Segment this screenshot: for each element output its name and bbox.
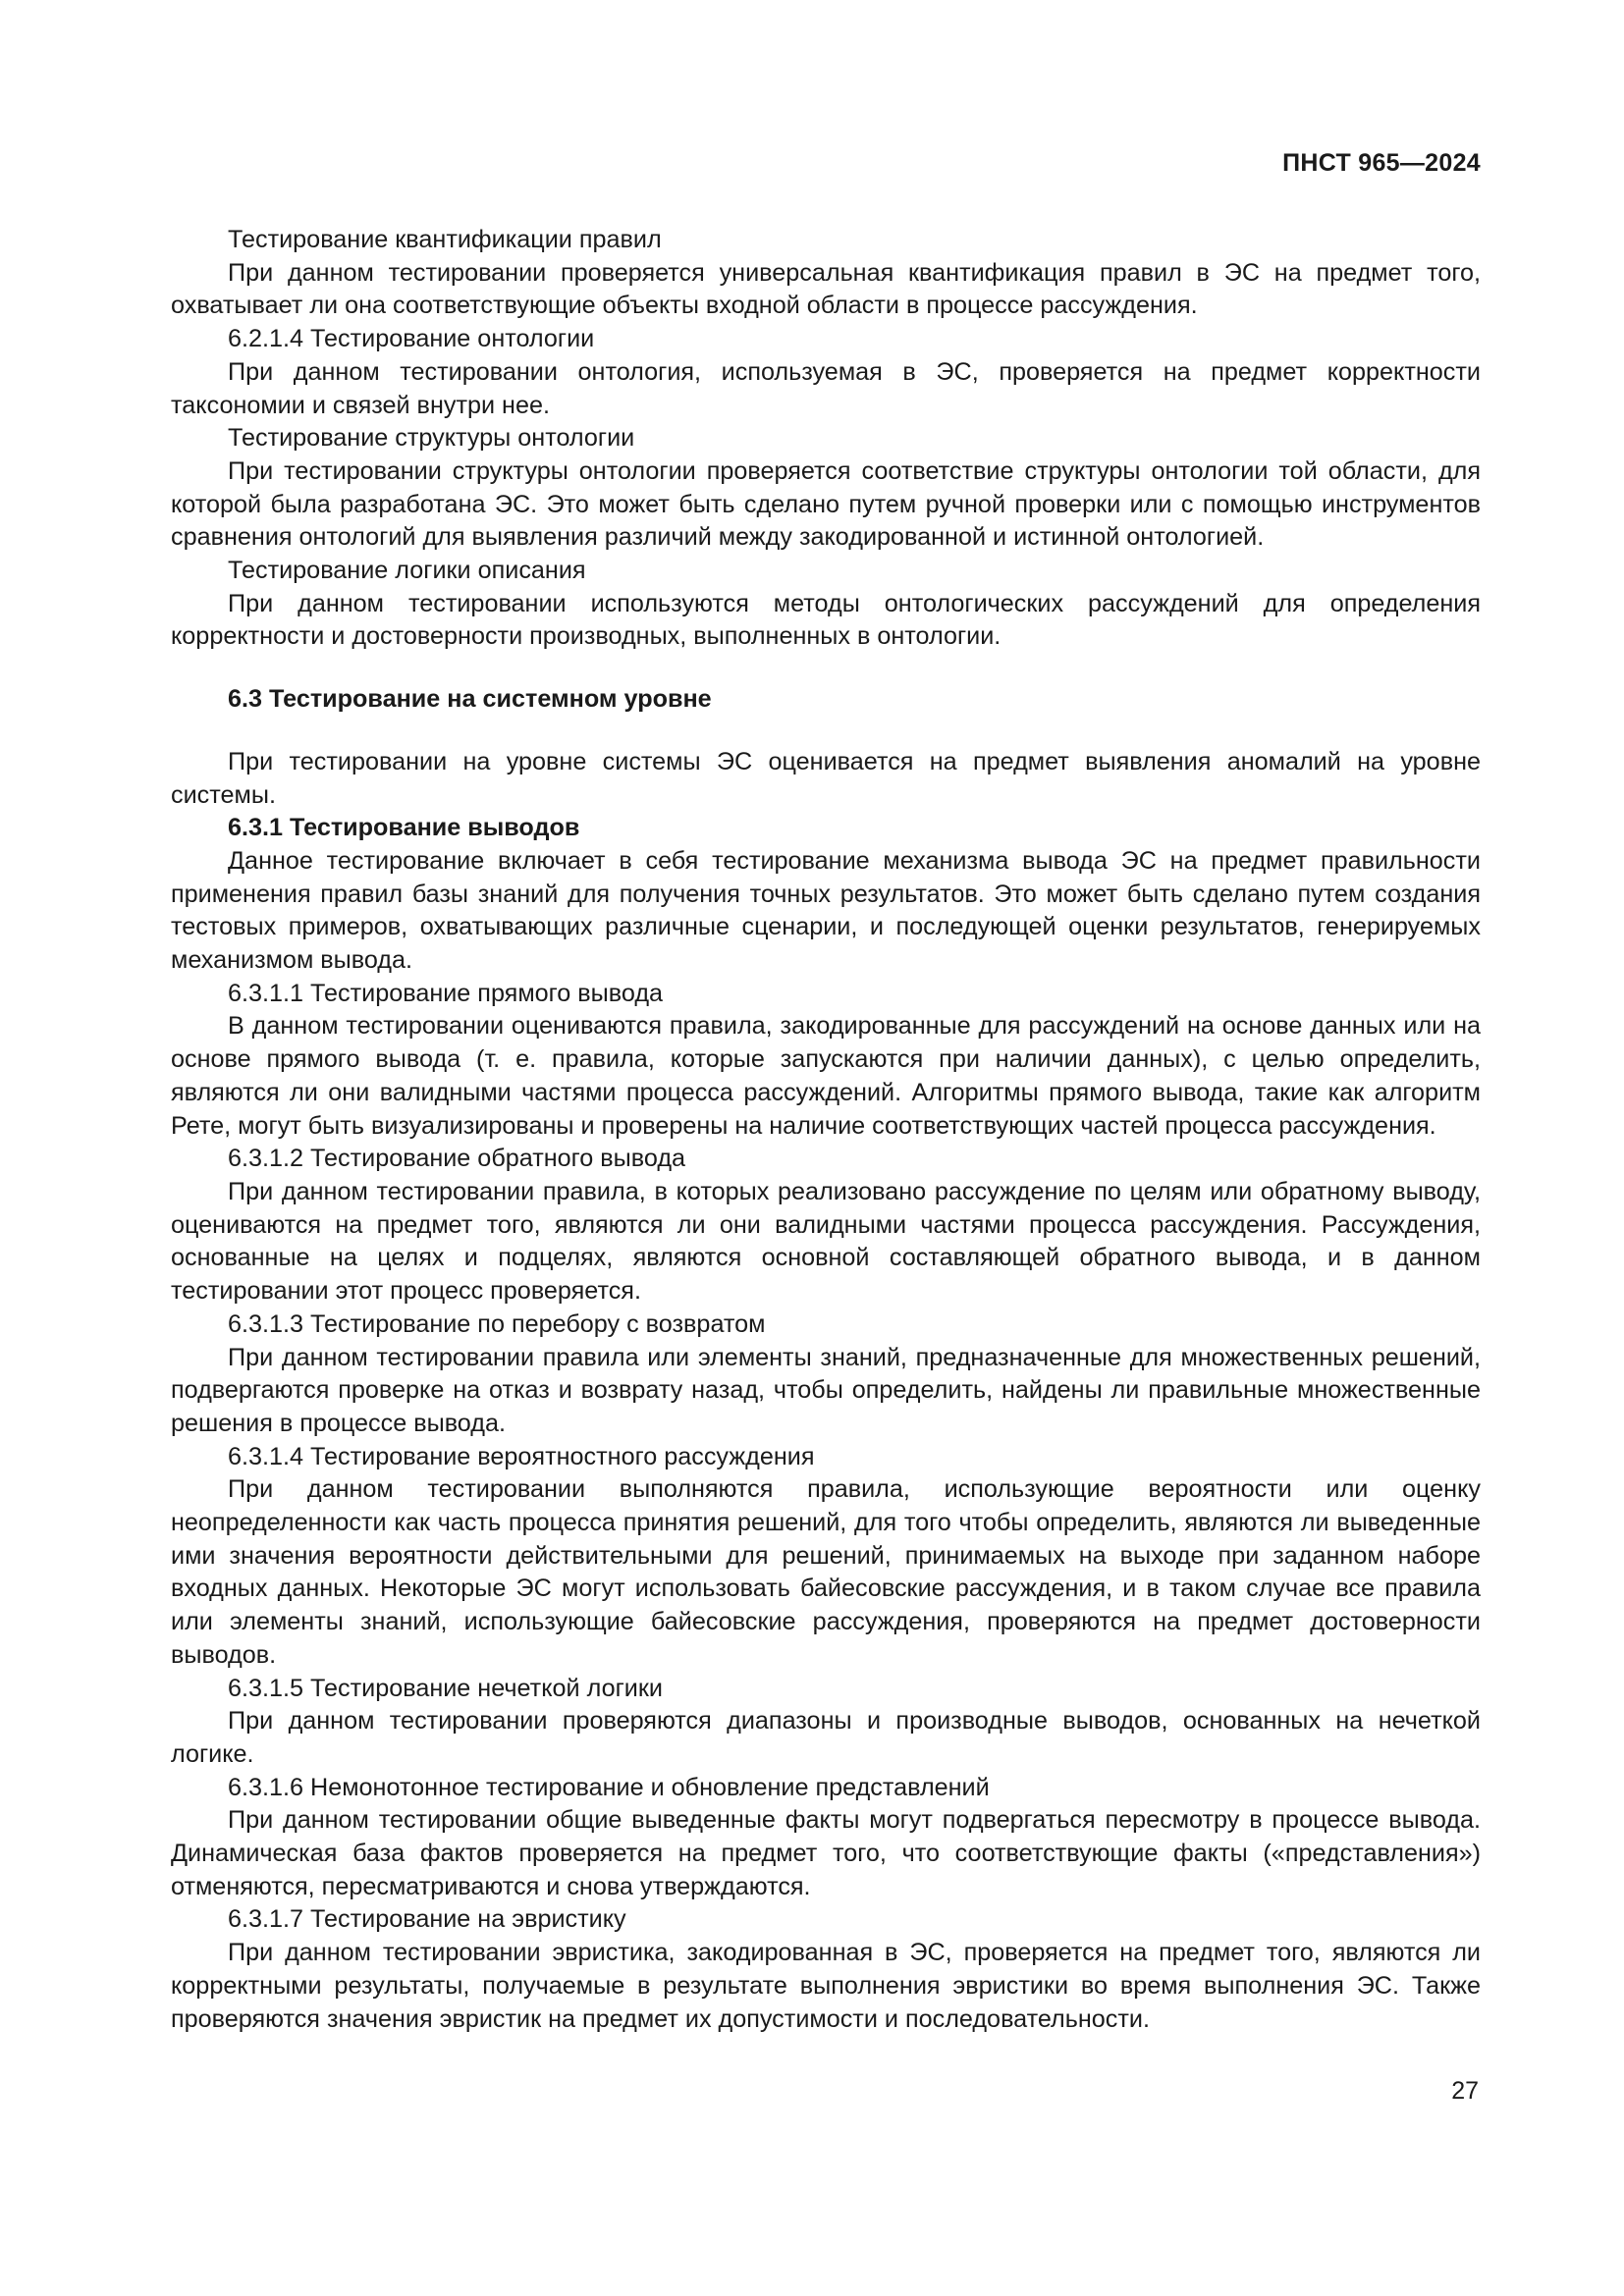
heading-6-3: 6.3 Тестирование на системном уровне [228, 685, 712, 714]
paragraph-6-3: При тестировании на уровне системы ЭС оценивается на предмет выявления аномалий на уровне системы. [171, 747, 1481, 809]
heading-6-3-1-6: 6.3.1.6 Немонотонное тестирование и обновление представлений [228, 1773, 990, 1801]
document-body [171, 224, 1481, 2036]
paragraph-6-3-1-4: При данном тестировании выполняются правила, использующие вероятности или оценку неопределенности как часть процесса принятия решений, для того чтобы определить, являются ли выведенные ими значения вероятности действительными для решений, принимаемых на выходе при заданном наборе входных данных. Некоторые ЭС могут использовать байесовские рассуждения, и в таком случае все правила или элементы знаний, использующие байесовские рассуждения, проверяются на предмет достоверности выводов. [171, 1475, 1481, 1669]
paragraph-6-2-1-4: При данном тестировании онтология, используемая в ЭС, проверяется на предмет корректности таксономии и связей внутри нее. [171, 357, 1481, 419]
heading-6-3-1: 6.3.1 Тестирование выводов [228, 814, 580, 842]
heading-6-3-1-3: 6.3.1.3 Тестирование по перебору с возвратом [228, 1309, 766, 1338]
paragraph-6-3-1-5: При данном тестировании проверяются диапазоны и производные выводов, основанных на нечеткой логике. [171, 1707, 1481, 1768]
heading-6-3-1-4: 6.3.1.4 Тестирование вероятностного рассуждения [228, 1442, 815, 1470]
paragraph-description-logic: При данном тестировании используются методы онтологических рассуждений для определения корректности и достоверности производных, выполненных в онтологии. [171, 589, 1481, 651]
paragraph-ontology-structure: При тестировании структуры онтологии проверяется соответствие структуры онтологии той области, для которой была разработана ЭС. Это может быть сделано путем ручной проверки или с помощью инструментов сравнения онтологий для выявления различий между закодированной и истинной онтологией. [171, 456, 1481, 552]
heading-6-2-1-4: 6.2.1.4 Тестирование онтологии [228, 325, 595, 353]
heading-6-3-1-7: 6.3.1.7 Тестирование на эвристику [228, 1905, 626, 1934]
heading-6-3-1-5: 6.3.1.5 Тестирование нечеткой логики [228, 1674, 663, 1702]
paragraph-rule-quantification: При данном тестировании проверяется универсальная квантификация правил в ЭС на предмет того, охватывает ли она соответствующие объекты входной области в процессе рассуждения. [171, 258, 1481, 320]
heading-6-3-1-1: 6.3.1.1 Тестирование прямого вывода [228, 979, 664, 1007]
paragraph-6-3-1-6: При данном тестировании общие выведенные факты могут подвергаться пересмотру в процессе вывода. Динамическая база фактов проверяется на предмет того, что соответствующие факты («представления») отменяются, пересматриваются и снова утверждаются. [171, 1806, 1481, 1900]
paragraph-6-3-1: Данное тестирование включает в себя тестирование механизма вывода ЭС на предмет правильности применения правил базы знаний для получения точных результатов. Это может быть сделано путем создания тестовых примеров, охватывающих различные сценарии, и последующей оценки результатов, генерируемых механизмом вывода. [171, 846, 1481, 975]
subheading-description-logic: Тестирование логики описания [228, 557, 586, 585]
paragraph-6-3-1-7: При данном тестировании эвристика, закодированная в ЭС, проверяется на предмет того, являются ли корректными результаты, получаемые в результате выполнения эвристики во время выполнения ЭС. Также проверяются значения эвристик на предмет их допустимости и последовательности. [171, 1939, 1481, 2033]
heading-6-3-1-2: 6.3.1.2 Тестирование обратного вывода [228, 1145, 686, 1173]
document-code: ПНСТ 965—2024 [1282, 149, 1481, 177]
paragraph-6-3-1-2: При данном тестировании правила, в которых реализовано рассуждение по целям или обратному выводу, оцениваются на предмет того, являются ли они валидными частями процесса рассуждения. Рассуждения, основанные на целях и подцелях, являются основной составляющей обратного вывода, и в данном тестировании этот процесс проверяется. [171, 1177, 1481, 1306]
subheading-ontology-structure: Тестирование структуры онтологии [228, 424, 635, 453]
page-number: 27 [1451, 2077, 1479, 2105]
paragraph-6-3-1-1: В данном тестировании оцениваются правила, закодированные для рассуждений на основе данных или на основе прямого вывода (т. е. правила, которые запускаются при наличии данных), с целью определить, являются ли они валидными частями процесса рассуждений. Алгоритмы прямого вывода, такие как алгоритм Рете, могут быть визуализированы и проверены на наличие соответствующих частей процесса рассуждения. [171, 1012, 1481, 1140]
paragraph-6-3-1-3: При данном тестировании правила или элементы знаний, предназначенные для множественных решений, подвергаются проверке на отказ и возврату назад, чтобы определить, найдены ли правильные множественные решения в процессе вывода. [171, 1343, 1481, 1437]
subheading-rule-quantification: Тестирование квантификации правил [228, 226, 662, 253]
